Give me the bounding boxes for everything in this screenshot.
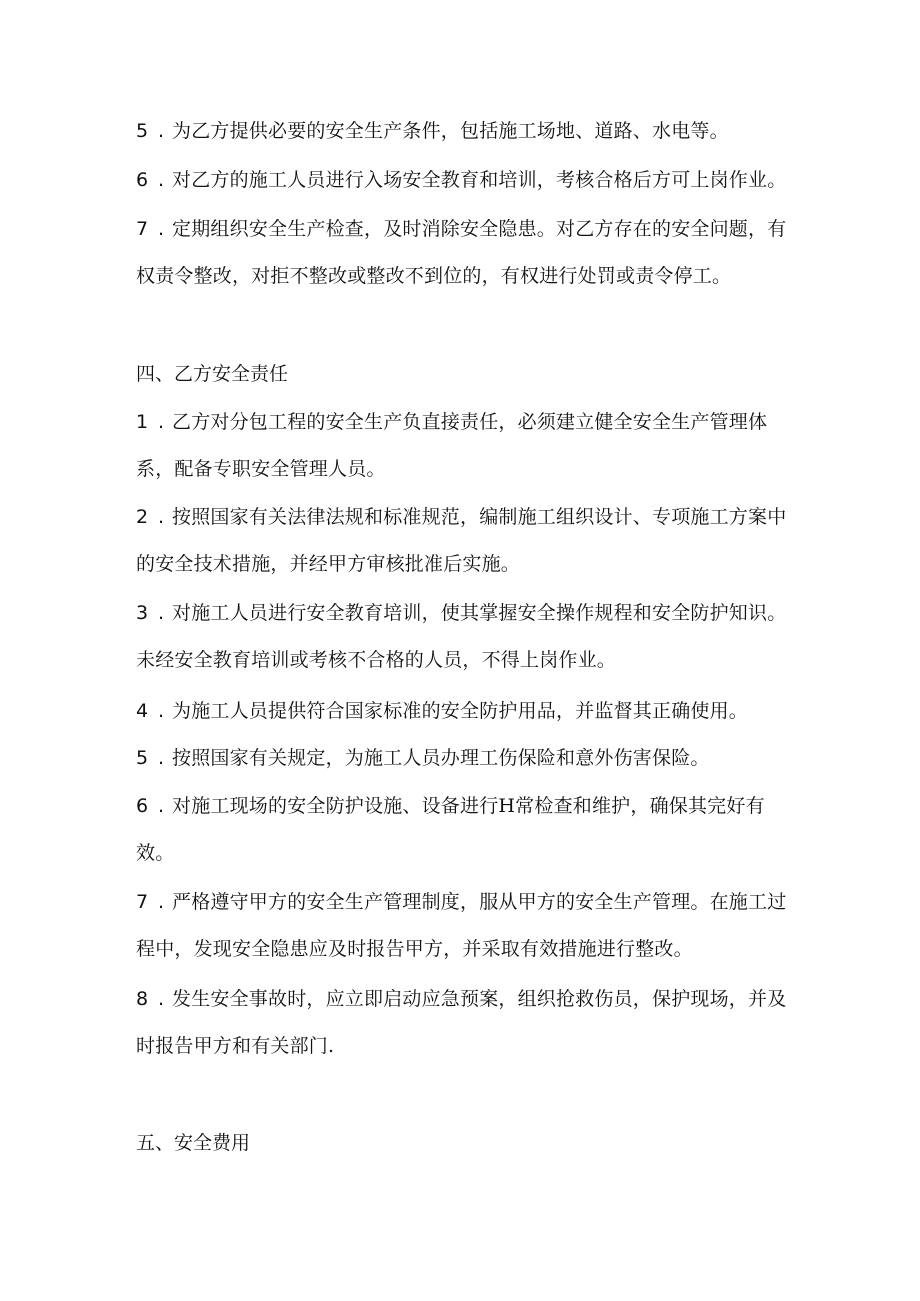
item-text-continued: 未经安全教育培训或考核不合格的人员，不得上岗作业。 <box>136 649 617 671</box>
item-text: 严格遵守甲方的安全生产管理制度，服从甲方的安全生产管理。在施工过 <box>172 891 787 913</box>
item-number: 4 <box>136 700 149 722</box>
item-number: 6 <box>136 795 149 817</box>
item-text: 按照国家有关法律法规和标准规范，编制施工组织设计、专项施工方案中 <box>172 506 787 528</box>
list-item: 5 . 按照国家有关规定，为施工人员办理工伤保险和意外伤害保险。 <box>136 735 776 782</box>
item-text: 为乙方提供必要的安全生产条件，包括施工场地、道路、水电等。 <box>172 120 729 142</box>
list-item: 5 . 为乙方提供必要的安全生产条件，包括施工场地、道路、水电等。 <box>136 108 776 155</box>
list-item: 2 . 按照国家有关法律法规和标准规范，编制施工组织设计、专项施工方案中 的安全技术措施，并经甲方审核批准后实施。 <box>136 494 776 588</box>
item-number: 7 <box>136 218 149 240</box>
item-number: 6 <box>136 169 149 191</box>
item-text: 为施工人员提供符合国家标准的安全防护用品，并监督其正确使用。 <box>172 700 749 722</box>
list-item: 7 . 定期组织安全生产检查，及时消除安全隐患。对乙方存在的安全问题，有 权责令整改，对拒不整改或整改不到位的，有权进行处罚或责令停工。 <box>136 206 776 300</box>
item-text-continued: 程中，发现安全隐患应及时报告甲方，并采取有效措施进行整改。 <box>136 938 693 960</box>
item-text: 按照国家有关规定，为施工人员办理工伤保险和意外伤害保险。 <box>172 747 710 769</box>
item-text-continued: 权责令整改，对拒不整改或整改不到位的，有权进行处罚或责令停工。 <box>136 265 732 287</box>
list-item: 4 . 为施工人员提供符合国家标准的安全防护用品，并监督其正确使用。 <box>136 688 776 735</box>
section-heading: 五、安全费用 <box>136 1132 251 1154</box>
item-number: 5 <box>136 747 149 769</box>
list-item: 8 . 发生安全事故时，应立即启动应急预案，组织抢救伤员，保护现场，并及 时报告甲方和有关部门. <box>136 976 776 1070</box>
list-item: 6 . 对乙方的施工人员进行入场安全教育和培训，考核合格后方可上岗作业。 <box>136 157 776 204</box>
item-number: 5 <box>136 120 149 142</box>
item-number: 7 <box>136 891 149 913</box>
item-text: 对乙方的施工人员进行入场安全教育和培训，考核合格后方可上岗作业。 <box>172 169 787 191</box>
item-number: 3 <box>136 602 149 624</box>
item-text: 对施工人员进行安全教育培训，使其掌握安全操作规程和安全防护知识。 <box>172 602 787 624</box>
item-text: 定期组织安全生产检查，及时消除安全隐患。对乙方存在的安全问题，有 <box>172 218 787 240</box>
list-item: 7 . 严格遵守甲方的安全生产管理制度，服从甲方的安全生产管理。在施工过 程中，发现安全隐患应及时报告甲方，并采取有效措施进行整改。 <box>136 879 776 973</box>
item-text-continued: 时报告甲方和有关部门. <box>136 1035 335 1057</box>
item-text: 发生安全事故时，应立即启动应急预案，组织抢救伤员，保护现场，并及 <box>172 988 787 1010</box>
item-text: 对施工现场的安全防护设施、设备进行H常检查和维护，确保其完好有 <box>172 795 765 817</box>
list-item: 1 . 乙方对分包工程的安全生产负直接责任，必须建立健全安全生产管理体 系，配备专职安全管理人员。 <box>136 399 776 493</box>
item-text: 乙方对分包工程的安全生产负直接责任，必须建立健全安全生产管理体 <box>172 411 768 433</box>
section-heading: 四、乙方安全责任 <box>136 363 289 385</box>
item-number: 1 <box>136 411 149 433</box>
list-item: 3 . 对施工人员进行安全教育培训，使其掌握安全操作规程和安全防护知识。 未经安全教育培训或考核不合格的人员，不得上岗作业。 <box>136 590 776 684</box>
list-item: 6 . 对施工现场的安全防护设施、设备进行H常检查和维护，确保其完好有 效。 <box>136 783 776 877</box>
item-text-continued: 的安全技术措施，并经甲方审核批准后实施。 <box>136 553 521 575</box>
item-number: 8 <box>136 988 149 1010</box>
item-text-continued: 系，配备专职安全管理人员。 <box>136 458 386 480</box>
item-number: 2 <box>136 506 149 528</box>
item-text-continued: 效。 <box>136 842 175 864</box>
